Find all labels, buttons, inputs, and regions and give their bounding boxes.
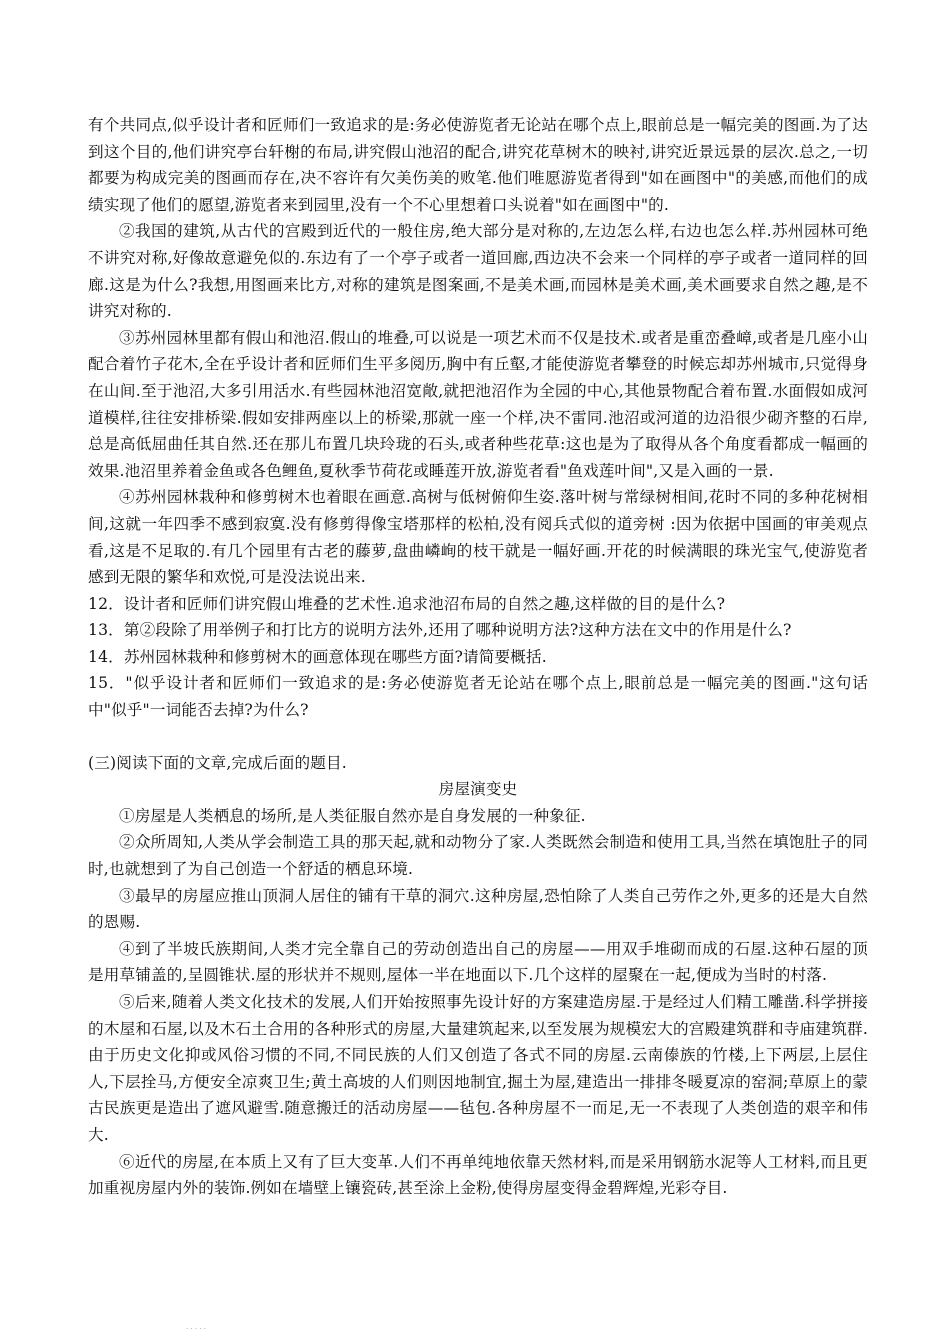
article-paragraph-5: ⑤后来,随着人类文化技术的发展,人们开始按照事先设计好的方案建造房屋.于是经过人们精工雕凿.科学拼接的木屋和石屋,以及木石土合用的各种形式的房屋,大量建筑起来,以至发展为规模宏大的宫殿建筑群和寺庙建筑群.由于历史文化抑或风俗习惯的不同,不同民族的人们又创造了各式不同的房屋.云南傣族的竹楼,上下两层,上层住人,下层拴马,方便安全凉爽卫生;黄土高坡的人们则因地制宜,掘土为屋,建造出一排排冬暖夏凉的窑洞;草原上的蒙古民族更是造出了遮风避雪.随意搬迁的活动房屋——毡包.各种房屋不一而足,无一不表现了人类创造的艰辛和伟大. (88, 993, 868, 1144)
passage-paragraph-4: ④苏州园林栽种和修剪树木也着眼在画意.高树与低树俯仰生姿.落叶树与常绿树相间,花时不同的多种花树相间,这就一年四季不感到寂寞.没有修剪得像宝塔那样的松柏,没有阅兵式似的道旁树 :因为依据中国画的审美观点看,这是不足取的.有几个园里有古老的藤萝,盘曲嶙峋的枝干就是一幅好画.开花的时候满眼的珠光宝气,使游览者感到无限的繁华和欢悦,可是没法说出来. (88, 488, 868, 587)
passage-paragraph-1-cont: 有个共同点,似乎设计者和匠师们一致追求的是:务必使游览者无论站在哪个点上,眼前总是一幅完美的图画.为了达到这个目的,他们讲究亭台轩榭的布局,讲究假山池沼的配合,讲究花草树木的映衬,讲究近景远景的层次.总之,一切都要为构成完美的图画而存在,决不容许有欠美伤美的败笔.他们唯愿游览者得到"如在画图中"的美感,而他们的成绩实现了他们的愿望,游览者来到园里,没有一个不心里想着口头说着"如在画图中"的. (88, 116, 868, 214)
question-15: 15．"似乎设计者和匠师们一致追求的是:务必使游览者无论站在哪个点上,眼前总是一幅完美的图画."这句话中"似乎"一词能否去掉?为什么? (88, 674, 868, 720)
passage-paragraph-2: ②我国的建筑,从古代的宫殿到近代的一般住房,绝大部分是对称的,左边怎么样,右边也怎么样.苏州园林可绝不讲究对称,好像故意避免似的.东边有了一个亭子或者一道回廊,西边决不会来一个同样的亭子或者一道同样的回廊.这是为什么?我想,用图画来比方,对称的建筑是图案画,不是美术画,而园林是美术画,美术画要求自然之趣,是不讲究对称的. (88, 222, 868, 321)
article-title: 房屋演变史 (438, 780, 518, 799)
section-heading: (三)阅读下面的文章,完成后面的题目. (88, 753, 347, 772)
question-13: 13．第②段除了用举例子和打比方的说明方法外,还用了哪种说明方法?这种方法在文中的作用是什么? (88, 621, 792, 640)
section-spacer (88, 724, 868, 750)
article-paragraph-2: ②众所周知,人类从学会制造工具的那天起,就和动物分了家.人类既然会制造和使用工具,当然在填饱肚子的同时,也就想到了为自己创造一个舒适的栖息环境. (88, 833, 868, 879)
article-paragraph-1: ①房屋是人类栖息的场所,是人类征服自然亦是自身发展的一种象征. (119, 806, 586, 825)
passage-paragraph-3: ③苏州园林里都有假山和池沼.假山的堆叠,可以说是一项艺术而不仅是技术.或者是重峦叠嶂,或者是几座小山配合着竹子花木,全在乎设计者和匠师们生平多阅历,胸中有丘壑,才能使游览者攀登的时候忘却苏州城市,只觉得身在山间.至于池沼,大多引用活水.有些园林池沼宽敞,就把池沼作为全园的中心,其他景物配合着布置.水面假如成河道模样,往往安排桥梁.假如安排两座以上的桥梁,那就一座一个样,决不雷同.池沼或河道的边沿很少砌齐整的石岸,总是高低屈曲任其自然.还在那儿布置几块玲珑的石头,或者种些花草:这也是为了取得从各个角度看都成一幅画的效果.池沼里养着金鱼或各色鲤鱼,夏秋季节荷花或睡莲开放,游览者看"鱼戏莲叶间",又是入画的一景. (88, 328, 868, 480)
article-paragraph-4: ④到了半坡氏族期间,人类才完全靠自己的劳动创造出自己的房屋——用双手堆砌而成的石屋.这种石屋的顶是用草铺盖的,呈圆锥状.屋的形状并不规则,屋体一半在地面以下.几个这样的屋聚在一起,便成为当时的村落. (88, 939, 868, 985)
footer-dots: · · · · · (186, 1325, 207, 1333)
question-14: 14．苏州园林栽种和修剪树木的画意体现在哪些方面?请简要概括. (88, 647, 547, 666)
question-12: 12．设计者和匠师们讲究假山堆叠的艺术性.追求池沼布局的自然之趣,这样做的目的是什么? (88, 594, 726, 613)
article-paragraph-6: ⑥近代的房屋,在本质上又有了巨大变革.人们不再单纯地依靠天然材料,而是采用钢筋水泥等人工材料,而且更加重视房屋内外的装饰.例如在墙壁上镶瓷砖,甚至涂上金粉,使得房屋变得金碧辉煌,光彩夺目. (88, 1152, 868, 1198)
article-paragraph-3: ③最早的房屋应推山顶洞人居住的铺有干草的洞穴.这种房屋,恐怕除了人类自己劳作之外,更多的还是大自然的恩赐. (88, 886, 868, 932)
document-body (88, 112, 868, 1202)
